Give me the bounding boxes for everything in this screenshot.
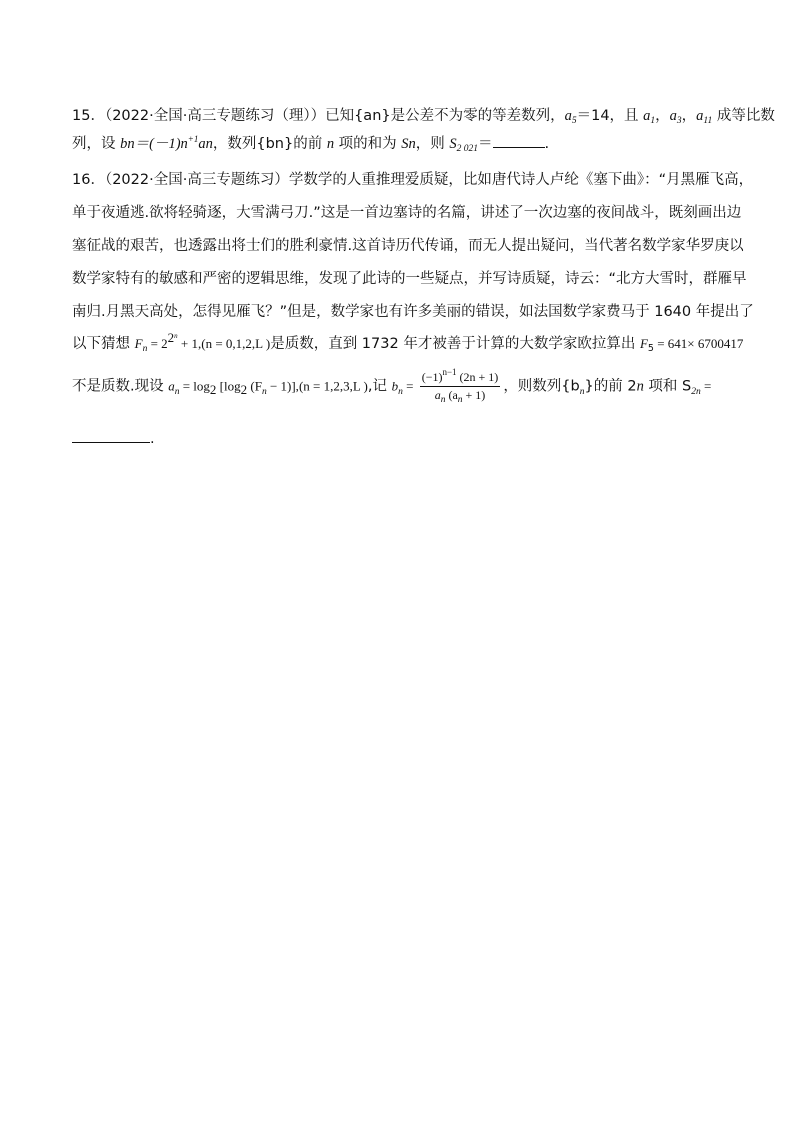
q16-line-5: 南归.月黑天高处，怎得见雁飞？”但是，数学家也有许多美丽的错误，如法国数学家费马于 1640 年提出了 (72, 304, 754, 320)
q15-line-2: 列，设 $bn=(-1)n^{+1}an$，数列{bn}的前 n 项的和为 Sn，则 $S_{2 021}=$ . (72, 134, 550, 154)
q15-number: 15 (72, 108, 91, 124)
q16-line-6: 以下猜想 $F_n = 22^n + 1,(n = 0,1,2,L$ )是质数，直到 1732 年才被善于计算的大数学家欧拉算出 $F_5 = 641\times 6700417$ (72, 330, 744, 354)
q16-line-1: 16．（2022·全国·高三专题练习）学数学的人重推理爱质疑，比如唐代诗人卢纶《塞下曲》：“月黑雁飞高， (72, 172, 754, 188)
q16-number: 16 (72, 172, 91, 188)
q16-line-3: 塞征战的艰苦，也透露出将士们的胜利豪情.这首诗历代传诵，而无人提出疑问，当代著名数学家华罗庚以 (72, 238, 744, 254)
q16-source: （2022·全国·高三专题练习） (104, 172, 289, 188)
q16-line-7: 不是质数.现设 $a_n = \log 2$ [log2 $(F_n - 1)],(n = 1,2,3,L$ ),记 $b_n$ = $\frac{(-1)^{n-1} (2n + 1)}{a_n (a_n + 1)}$ ，则数列$\{b_n\}$的前 2n 项和 $S_{2n}$ = (72, 367, 712, 405)
bn-fraction: $\frac{(-1)^{n-1} (2n + 1)}{a_n (a_n + 1)}$ (421, 367, 499, 405)
q16-line-2: 单于夜遁逃.欲将轻骑逐，大雪满弓刀.”这是一首边塞诗的名篇，讲述了一次边塞的夜间战斗，既刻画出边 (72, 205, 742, 221)
q16-line-8: . (72, 430, 155, 447)
q16-line-4: 数学家特有的敏感和严密的逻辑思维，发现了此诗的一些疑点，并写诗质疑，诗云：“北方大雪时，群雁早 (72, 271, 747, 287)
answer-blank-16[interactable] (72, 430, 150, 443)
q15-source: （2022·全国·高三专题练习（理）） (104, 108, 326, 124)
q15-line-1: 15．（2022·全国·高三专题练习（理））已知{an}是公差不为零的等差数列，$a_5=14$，且 $a_1$，$a_3$，$a_{11}$ 成等比数 (72, 108, 775, 126)
answer-blank-15[interactable] (493, 135, 545, 148)
